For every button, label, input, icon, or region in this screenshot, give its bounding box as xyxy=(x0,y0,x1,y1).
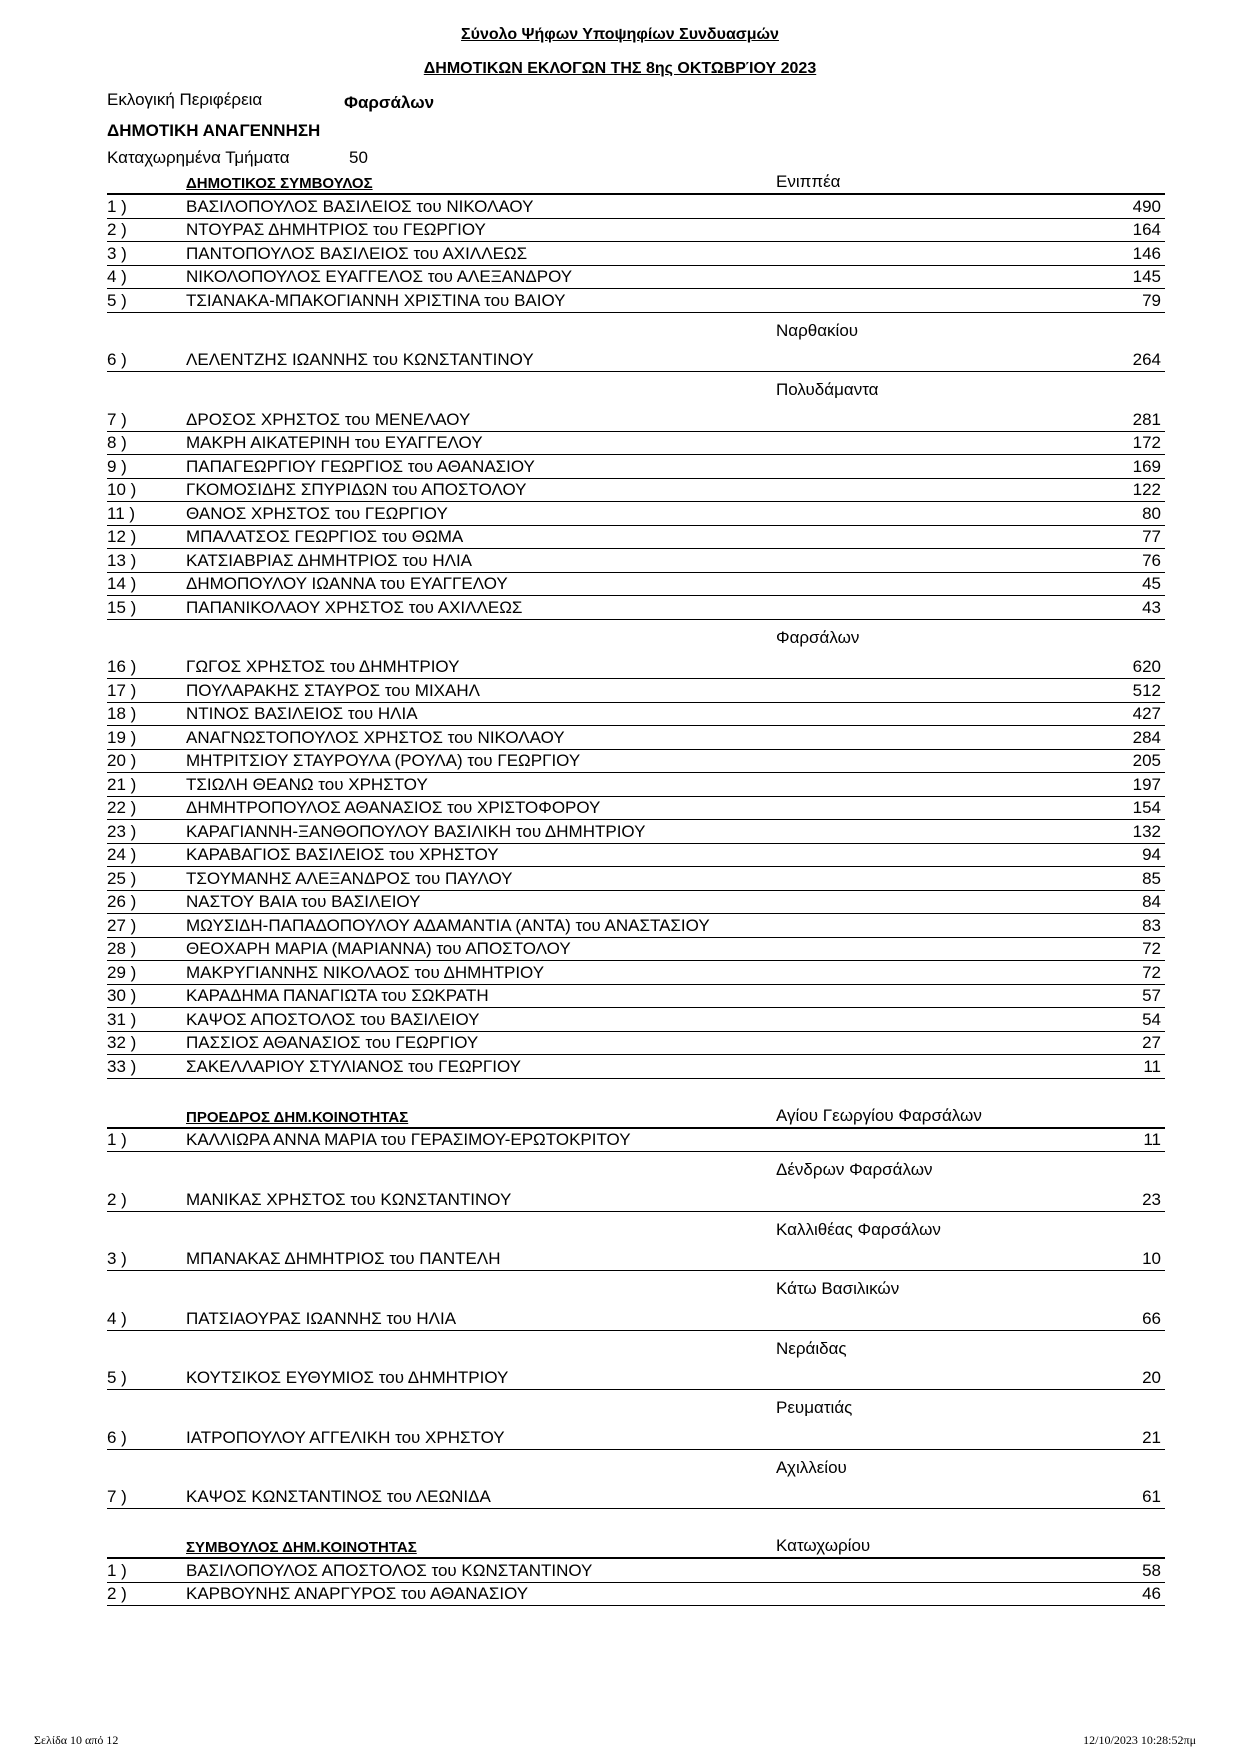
location-label: Ναρθακίου xyxy=(776,320,859,340)
location-label: Πολυδάμαντα xyxy=(776,380,879,399)
candidate-row xyxy=(107,867,1165,891)
candidate-number: 14 ) xyxy=(107,574,137,593)
candidate-number: 26 ) xyxy=(107,892,137,911)
candidate-number: 7 ) xyxy=(107,1487,127,1506)
candidate-name: ΔΡΟΣΟΣ ΧΡΗΣΤΟΣ του ΜΕΝΕΛΑΟΥ xyxy=(186,409,471,429)
location-row xyxy=(107,1212,1165,1248)
candidate-row xyxy=(107,938,1165,962)
location-label: Ενιππέα xyxy=(776,172,841,191)
candidate-row xyxy=(107,656,1165,680)
candidate-number: 5 ) xyxy=(107,290,127,310)
candidate-votes: 620 xyxy=(1132,657,1161,676)
candidate-name: ΚΑΡΑΔΗΜΑ ΠΑΝΑΓΙΩΤΑ του ΣΩΚΡΑΤΗ xyxy=(186,986,489,1005)
candidate-row xyxy=(107,1583,1165,1607)
candidate-name: ΒΑΣΙΛΟΠΟΥΛΟΣ ΒΑΣΙΛΕΙΟΣ του ΝΙΚΟΛΑΟΥ xyxy=(186,196,534,216)
section-title: ΔΗΜΟΤΙΚΟΣ ΣΥΜΒΟΥΛΟΣ xyxy=(186,175,373,192)
candidate-votes: 10 xyxy=(1142,1249,1161,1268)
candidate-votes: 57 xyxy=(1142,986,1161,1005)
candidate-name: ΠΟΥΛΑΡΑΚΗΣ ΣΤΑΥΡΟΣ του ΜΙΧΑΗΛ xyxy=(186,680,480,700)
candidate-name: ΓΚΟΜΟΣΙΔΗΣ ΣΠΥΡΙΔΩΝ του ΑΠΟΣΤΟΛΟΥ xyxy=(186,480,527,499)
candidate-votes: 21 xyxy=(1142,1427,1161,1447)
party-name: ΔΗΜΟΤΙΚΗ ΑΝΑΓΕΝΝΗΣΗ xyxy=(107,121,321,140)
candidate-name: ΤΣΙΩΛΗ ΘΕΑΝΩ του ΧΡΗΣΤΟΥ xyxy=(186,774,428,794)
section-header xyxy=(107,171,1165,195)
candidate-name: ΠΑΠΑΓΕΩΡΓΙΟΥ ΓΕΩΡΓΙΟΣ του ΑΘΑΝΑΣΙΟΥ xyxy=(186,456,535,476)
section-gap xyxy=(107,1079,1165,1105)
location-row xyxy=(107,1152,1165,1188)
candidate-votes: 27 xyxy=(1142,1033,1161,1052)
candidate-name: ΜΑΚΡΗ ΑΙΚΑΤΕΡΙΝΗ του ΕΥΑΓΓΕΛΟΥ xyxy=(186,433,483,452)
candidate-name: ΚΑΤΣΙΑΒΡΙΑΣ ΔΗΜΗΤΡΙΟΣ του ΗΛΙΑ xyxy=(186,550,473,570)
candidate-number: 9 ) xyxy=(107,456,127,476)
candidate-row xyxy=(107,1559,1165,1583)
location-row xyxy=(107,1331,1165,1367)
candidate-votes: 79 xyxy=(1142,290,1161,310)
candidate-row xyxy=(107,1486,1165,1510)
candidate-name: ΜΑΝΙΚΑΣ ΧΡΗΣΤΟΣ του ΚΩΝΣΤΑΝΤΙΝΟΥ xyxy=(186,1189,512,1209)
candidate-name: ΝΙΚΟΛΟΠΟΥΛΟΣ ΕΥΑΓΓΕΛΟΣ του ΑΛΕΞΑΝΔΡΟΥ xyxy=(186,267,573,286)
candidate-votes: 197 xyxy=(1132,774,1161,794)
candidate-number: 15 ) xyxy=(107,597,137,617)
candidate-name: ΚΑΨΟΣ ΑΠΟΣΤΟΛΟΣ του ΒΑΣΙΛΕΙΟΥ xyxy=(186,1009,480,1029)
candidate-name: ΜΗΤΡΙΤΣΙΟΥ ΣΤΑΥΡΟΥΛΑ (ΡΟΥΛΑ) του ΓΕΩΡΓΙΟΥ xyxy=(186,751,581,770)
candidate-name: ΚΑΛΛΙΩΡΑ ΑΝΝΑ ΜΑΡΙΑ του ΓΕΡΑΣΙΜΟΥ-ΕΡΩΤΟΚΡΙΤΟΥ xyxy=(186,1130,631,1149)
candidate-votes: 172 xyxy=(1132,433,1161,452)
candidate-number: 4 ) xyxy=(107,1308,127,1328)
candidate-votes: 72 xyxy=(1142,962,1161,982)
candidate-name: ΤΣΟΥΜΑΝΗΣ ΑΛΕΞΑΝΔΡΟΣ του ΠΑΥΛΟΥ xyxy=(186,868,513,888)
candidate-row xyxy=(107,773,1165,797)
candidate-votes: 20 xyxy=(1142,1368,1161,1387)
candidate-number: 1 ) xyxy=(107,1560,127,1580)
candidate-name: ΝΤΙΝΟΣ ΒΑΣΙΛΕΙΟΣ του ΗΛΙΑ xyxy=(186,704,418,723)
candidate-number: 21 ) xyxy=(107,774,137,794)
location-row xyxy=(107,372,1165,408)
candidate-row xyxy=(107,266,1165,290)
candidate-row xyxy=(107,1055,1165,1079)
candidate-votes: 205 xyxy=(1132,751,1161,770)
candidate-number: 17 ) xyxy=(107,680,137,700)
candidate-row xyxy=(107,573,1165,597)
candidate-row xyxy=(107,703,1165,727)
candidate-number: 3 ) xyxy=(107,1249,127,1268)
candidate-name: ΛΕΛΕΝΤΖΗΣ ΙΩΑΝΝΗΣ του ΚΩΝΣΤΑΝΤΙΝΟΥ xyxy=(186,350,534,369)
candidate-row xyxy=(107,1129,1165,1153)
candidate-votes: 146 xyxy=(1132,243,1161,263)
candidate-name: ΜΩΥΣΙΔΗ-ΠΑΠΑΔΟΠΟΥΛΟΥ ΑΔΑΜΑΝΤΙΑ (ΑΝΤΑ) του ΑΝΑΣΤΑΣΙΟΥ xyxy=(186,915,710,935)
candidate-row xyxy=(107,1008,1165,1032)
candidate-votes: 94 xyxy=(1142,845,1161,864)
candidate-number: 22 ) xyxy=(107,798,137,817)
candidate-row xyxy=(107,195,1165,219)
candidate-number: 16 ) xyxy=(107,657,137,676)
candidate-votes: 46 xyxy=(1142,1584,1161,1603)
page-number: Σελίδα 10 από 12 xyxy=(34,1733,119,1747)
candidate-number: 3 ) xyxy=(107,243,127,263)
location-row xyxy=(107,1450,1165,1486)
candidate-number: 20 ) xyxy=(107,751,137,770)
candidate-votes: 84 xyxy=(1142,892,1161,911)
candidate-name: ΠΑΣΣΙΟΣ ΑΘΑΝΑΣΙΟΣ του ΓΕΩΡΓΙΟΥ xyxy=(186,1033,479,1052)
candidate-votes: 45 xyxy=(1142,574,1161,593)
location-row xyxy=(107,620,1165,656)
candidate-row xyxy=(107,1367,1165,1391)
candidate-votes: 76 xyxy=(1142,550,1161,570)
candidate-row xyxy=(107,1307,1165,1331)
candidate-name: ΘΑΝΟΣ ΧΡΗΣΤΟΣ του ΓΕΩΡΓΙΟΥ xyxy=(186,503,448,523)
location-label: Ρευματιάς xyxy=(776,1398,853,1417)
candidate-votes: 61 xyxy=(1142,1487,1161,1506)
candidate-votes: 281 xyxy=(1132,409,1161,429)
candidate-votes: 11 xyxy=(1143,1056,1161,1076)
candidate-number: 29 ) xyxy=(107,962,137,982)
candidate-number: 25 ) xyxy=(107,868,137,888)
candidate-name: ΣΑΚΕΛΛΑΡΙΟΥ ΣΤΥΛΙΑΝΟΣ του ΓΕΩΡΓΙΟΥ xyxy=(186,1056,521,1076)
region-value: Φαρσάλων xyxy=(344,93,435,112)
candidate-name: ΠΑΤΣΙΑΟΥΡΑΣ ΙΩΑΝΝΗΣ του ΗΛΙΑ xyxy=(186,1308,457,1328)
candidate-number: 32 ) xyxy=(107,1033,137,1052)
candidate-votes: 11 xyxy=(1143,1130,1161,1149)
candidate-row xyxy=(107,820,1165,844)
results-tables xyxy=(107,171,1165,1606)
location-row xyxy=(107,313,1165,349)
candidate-number: 1 ) xyxy=(107,1130,127,1149)
candidate-name: ΜΠΑΛΑΤΣΟΣ ΓΕΩΡΓΙΟΣ του ΘΩΜΑ xyxy=(186,527,464,546)
candidate-votes: 154 xyxy=(1132,798,1161,817)
candidate-row xyxy=(107,1188,1165,1212)
candidate-number: 6 ) xyxy=(107,1427,127,1447)
candidate-row xyxy=(107,479,1165,503)
candidate-row xyxy=(107,1426,1165,1450)
candidate-name: ΜΑΚΡΥΓΙΑΝΝΗΣ ΝΙΚΟΛΑΟΣ του ΔΗΜΗΤΡΙΟΥ xyxy=(186,962,545,982)
candidate-votes: 284 xyxy=(1132,727,1161,747)
location-label: Νεράιδας xyxy=(776,1338,847,1358)
candidate-row xyxy=(107,985,1165,1009)
sections-value: 50 xyxy=(349,148,368,167)
candidate-name: ΤΣΙΑΝΑΚΑ-ΜΠΑΚΟΓΙΑΝΝΗ ΧΡΙΣΤΙΝΑ του ΒΑΙΟΥ xyxy=(186,290,566,310)
candidate-number: 18 ) xyxy=(107,704,137,723)
section-title: ΣΥΜΒΟΥΛΟΣ ΔΗΜ.ΚΟΙΝΟΤΗΤΑΣ xyxy=(186,1539,417,1556)
candidate-name: ΚΑΡΒΟΥΝΗΣ ΑΝΑΡΓΥΡΟΣ του ΑΘΑΝΑΣΙΟΥ xyxy=(186,1584,529,1603)
candidate-row xyxy=(107,526,1165,550)
candidate-row xyxy=(107,432,1165,456)
location-row xyxy=(107,1390,1165,1426)
candidate-row xyxy=(107,844,1165,868)
candidate-number: 31 ) xyxy=(107,1009,137,1029)
candidate-name: ΘΕΟΧΑΡΗ ΜΑΡΙΑ (ΜΑΡΙΑΝΝΑ) του ΑΠΟΣΤΟΛΟΥ xyxy=(186,939,571,958)
location-row xyxy=(107,1271,1165,1307)
candidate-number: 13 ) xyxy=(107,550,137,570)
candidate-votes: 43 xyxy=(1142,597,1161,617)
section-header xyxy=(107,1535,1165,1559)
location-label: Δένδρων Φαρσάλων xyxy=(776,1160,933,1179)
candidate-number: 19 ) xyxy=(107,727,137,747)
candidate-number: 28 ) xyxy=(107,939,137,958)
candidate-name: ΚΑΨΟΣ ΚΩΝΣΤΑΝΤΙΝΟΣ του ΛΕΩΝΙΔΑ xyxy=(186,1487,491,1506)
candidate-number: 11 ) xyxy=(107,503,136,523)
candidate-row xyxy=(107,1032,1165,1056)
candidate-row xyxy=(107,455,1165,479)
candidate-number: 2 ) xyxy=(107,1584,127,1603)
candidate-name: ΝΤΟΥΡΑΣ ΔΗΜΗΤΡΙΟΣ του ΓΕΩΡΓΙΟΥ xyxy=(186,220,486,239)
candidate-number: 1 ) xyxy=(107,196,127,216)
print-timestamp: 12/10/2023 10:28:52πμ xyxy=(1083,1733,1196,1747)
candidate-votes: 23 xyxy=(1142,1189,1161,1209)
candidate-number: 12 ) xyxy=(107,527,137,546)
candidate-votes: 77 xyxy=(1142,527,1161,546)
candidate-number: 2 ) xyxy=(107,220,127,239)
candidate-number: 4 ) xyxy=(107,267,127,286)
section-header xyxy=(107,1105,1165,1129)
candidate-votes: 145 xyxy=(1132,267,1161,286)
candidate-number: 5 ) xyxy=(107,1368,127,1387)
candidate-row xyxy=(107,797,1165,821)
candidate-row xyxy=(107,549,1165,573)
candidate-name: ΙΑΤΡΟΠΟΥΛΟΥ ΑΓΓΕΛΙΚΗ του ΧΡΗΣΤΟΥ xyxy=(186,1427,505,1447)
sections-label: Καταχωρημένα Τμήματα xyxy=(107,148,290,167)
candidate-row xyxy=(107,596,1165,620)
candidate-row xyxy=(107,914,1165,938)
candidate-row xyxy=(107,679,1165,703)
location-label: Κάτω Βασιλικών xyxy=(776,1279,900,1298)
candidate-votes: 83 xyxy=(1142,915,1161,935)
candidate-votes: 512 xyxy=(1132,680,1161,700)
location-label: Φαρσάλων xyxy=(776,627,860,647)
section-title: ΠΡΟΕΔΡΟΣ ΔΗΜ.ΚΟΙΝΟΤΗΤΑΣ xyxy=(186,1108,409,1126)
candidate-votes: 85 xyxy=(1142,868,1161,888)
candidate-name: ΔΗΜΟΠΟΥΛΟΥ ΙΩΑΝΝΑ του ΕΥΑΓΓΕΛΟΥ xyxy=(186,574,508,593)
candidate-row xyxy=(107,349,1165,373)
candidate-name: ΚΑΡΑΓΙΑΝΝΗ-ΞΑΝΘΟΠΟΥΛΟΥ ΒΑΣΙΛΙΚΗ του ΔΗΜΗΤΡΙΟΥ xyxy=(186,821,646,841)
candidate-number: 10 ) xyxy=(107,480,137,499)
candidate-name: ΔΗΜΗΤΡΟΠΟΥΛΟΣ ΑΘΑΝΑΣΙΟΣ του ΧΡΙΣΤΟΦΟΡΟΥ xyxy=(186,798,601,817)
candidate-row xyxy=(107,891,1165,915)
candidate-row xyxy=(107,219,1165,243)
candidate-votes: 164 xyxy=(1132,220,1161,239)
candidate-votes: 122 xyxy=(1132,480,1161,499)
region-label: Εκλογική Περιφέρεια xyxy=(107,90,263,109)
candidate-votes: 58 xyxy=(1142,1560,1161,1580)
candidate-votes: 264 xyxy=(1132,350,1161,369)
candidate-name: ΑΝΑΓΝΩΣΤΟΠΟΥΛΟΣ ΧΡΗΣΤΟΣ του ΝΙΚΟΛΑΟΥ xyxy=(186,727,565,747)
candidate-row xyxy=(107,289,1165,313)
candidate-name: ΠΑΝΤΟΠΟΥΛΟΣ ΒΑΣΙΛΕΙΟΣ του ΑΧΙΛΛΕΩΣ xyxy=(186,243,528,263)
location-label: Αχιλλείου xyxy=(776,1457,847,1477)
candidate-row xyxy=(107,242,1165,266)
candidate-number: 27 ) xyxy=(107,915,137,935)
candidate-number: 6 ) xyxy=(107,350,127,369)
candidate-votes: 169 xyxy=(1132,456,1161,476)
candidate-votes: 54 xyxy=(1142,1009,1161,1029)
report-subtitle: ΔΗΜΟΤΙΚΩΝ ΕΚΛΟΓΩΝ ΤΗΣ 8ης ΟΚΤΩΒΡΊΟΥ 2023 xyxy=(423,60,817,77)
location-label: Κατωχωρίου xyxy=(776,1536,871,1555)
candidate-row xyxy=(107,408,1165,432)
candidate-name: ΓΩΓΟΣ ΧΡΗΣΤΟΣ του ΔΗΜΗΤΡΙΟΥ xyxy=(186,657,460,676)
candidate-name: ΠΑΠΑΝΙΚΟΛΑΟΥ ΧΡΗΣΤΟΣ του ΑΧΙΛΛΕΩΣ xyxy=(186,597,523,617)
candidate-votes: 490 xyxy=(1132,196,1161,216)
location-label: Αγίου Γεωργίου Φαρσάλων xyxy=(776,1105,982,1125)
section-gap xyxy=(107,1509,1165,1535)
candidate-row xyxy=(107,726,1165,750)
candidate-number: 23 ) xyxy=(107,821,137,841)
candidate-name: ΒΑΣΙΛΟΠΟΥΛΟΣ ΑΠΟΣΤΟΛΟΣ του ΚΩΝΣΤΑΝΤΙΝΟΥ xyxy=(186,1560,593,1580)
candidate-number: 30 ) xyxy=(107,986,137,1005)
candidate-number: 7 ) xyxy=(107,409,127,429)
candidate-number: 24 ) xyxy=(107,845,137,864)
candidate-votes: 66 xyxy=(1142,1308,1161,1328)
candidate-number: 33 ) xyxy=(107,1056,137,1076)
report-title: Σύνολο Ψήφων Υποψηφίων Συνδυασμών xyxy=(461,26,779,43)
candidate-row xyxy=(107,961,1165,985)
candidate-votes: 72 xyxy=(1142,939,1161,958)
candidate-name: ΜΠΑΝΑΚΑΣ ΔΗΜΗΤΡΙΟΣ του ΠΑΝΤΕΛΗ xyxy=(186,1249,501,1268)
candidate-number: 8 ) xyxy=(107,433,127,452)
candidate-row xyxy=(107,750,1165,774)
candidate-row xyxy=(107,502,1165,526)
candidate-votes: 80 xyxy=(1142,503,1161,523)
candidate-name: ΚΟΥΤΣΙΚΟΣ ΕΥΘΥΜΙΟΣ του ΔΗΜΗΤΡΙΟΥ xyxy=(186,1368,509,1387)
candidate-votes: 132 xyxy=(1132,821,1161,841)
candidate-number: 2 ) xyxy=(107,1189,127,1209)
candidate-votes: 427 xyxy=(1132,704,1161,723)
candidate-row xyxy=(107,1248,1165,1272)
candidate-name: ΚΑΡΑΒΑΓΙΟΣ ΒΑΣΙΛΕΙΟΣ του ΧΡΗΣΤΟΥ xyxy=(186,845,499,864)
location-label: Καλλιθέας Φαρσάλων xyxy=(776,1219,941,1239)
candidate-name: ΝΑΣΤΟΥ ΒΑΙΑ του ΒΑΣΙΛΕΙΟΥ xyxy=(186,892,421,911)
